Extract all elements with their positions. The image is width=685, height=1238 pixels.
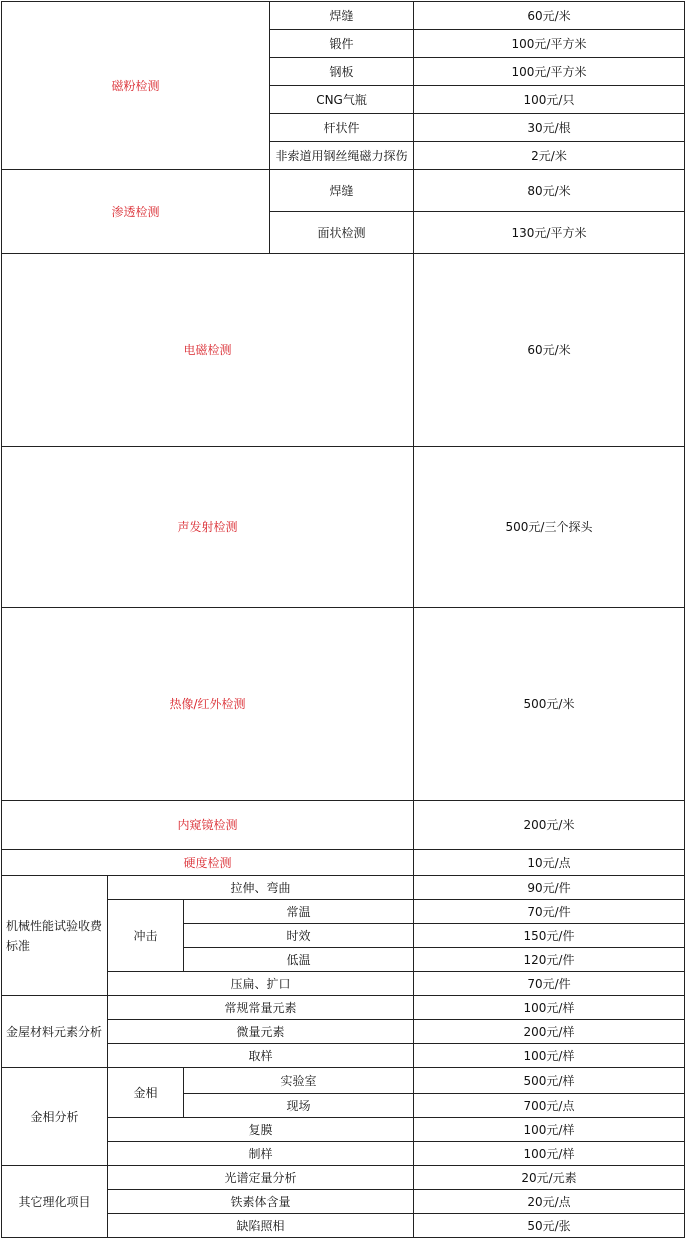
element-item: 常规常量元素 [108, 996, 414, 1020]
eddy-label: 电磁检测 [2, 254, 414, 447]
magnetic-item: 非索道用钢丝绳磁力探伤 [270, 142, 414, 170]
impact-item: 时效 [184, 924, 414, 948]
endoscope-label: 内窥镜检测 [2, 801, 414, 850]
metallographic-price: 100元/样 [414, 1118, 685, 1142]
impact-price: 120元/件 [414, 948, 685, 972]
other-item: 缺陷照相 [108, 1214, 414, 1238]
metallographic-item: 实验室 [184, 1068, 414, 1094]
element-item: 取样 [108, 1044, 414, 1068]
impact-price: 150元/件 [414, 924, 685, 948]
mechanical-price: 70元/件 [414, 972, 685, 996]
impact-item: 低温 [184, 948, 414, 972]
metallographic-item: 现场 [184, 1094, 414, 1118]
price-table [1, 1, 685, 1238]
magnetic-price: 100元/平方米 [414, 58, 685, 86]
penetrant-price: 80元/米 [414, 170, 685, 212]
other-item: 铁素体含量 [108, 1190, 414, 1214]
impact-label: 冲击 [108, 900, 184, 972]
mechanical-item: 压扁、扩口 [108, 972, 414, 996]
hardness-price: 10元/点 [414, 850, 685, 876]
thermal-label: 热像/红外检测 [2, 608, 414, 801]
element-item: 微量元素 [108, 1020, 414, 1044]
magnetic-price: 100元/只 [414, 86, 685, 114]
metallographic-item: 制样 [108, 1142, 414, 1166]
magnetic-price: 30元/根 [414, 114, 685, 142]
mechanical-label: 机械性能试验收费标准 [2, 876, 108, 996]
impact-item: 常温 [184, 900, 414, 924]
penetrant-item: 焊缝 [270, 170, 414, 212]
metallographic-item: 复膜 [108, 1118, 414, 1142]
magnetic-price: 100元/平方米 [414, 30, 685, 58]
metallographic-price: 700元/点 [414, 1094, 685, 1118]
other-price: 50元/张 [414, 1214, 685, 1238]
other-price: 20元/点 [414, 1190, 685, 1214]
mechanical-item: 拉伸、弯曲 [108, 876, 414, 900]
magnetic-item: 钢板 [270, 58, 414, 86]
metallographic-label: 金相分析 [2, 1068, 108, 1166]
impact-price: 70元/件 [414, 900, 685, 924]
metallographic-price: 100元/样 [414, 1142, 685, 1166]
penetrant-label: 渗透检测 [2, 170, 270, 254]
magnetic-item: 焊缝 [270, 2, 414, 30]
hardness-label: 硬度检测 [2, 850, 414, 876]
element-price: 200元/样 [414, 1020, 685, 1044]
magnetic-item: 锻件 [270, 30, 414, 58]
element-label: 金屋材料元素分析 [2, 996, 108, 1068]
endoscope-price: 200元/米 [414, 801, 685, 850]
acoustic-label: 声发射检测 [2, 447, 414, 608]
magnetic-label: 磁粉检测 [2, 2, 270, 170]
other-item: 光谱定量分析 [108, 1166, 414, 1190]
eddy-price: 60元/米 [414, 254, 685, 447]
magnetic-item: 杆状件 [270, 114, 414, 142]
mechanical-price: 90元/件 [414, 876, 685, 900]
magnetic-price: 60元/米 [414, 2, 685, 30]
magnetic-price: 2元/米 [414, 142, 685, 170]
magnetic-item: CNG气瓶 [270, 86, 414, 114]
other-price: 20元/元素 [414, 1166, 685, 1190]
thermal-price: 500元/米 [414, 608, 685, 801]
other-label: 其它理化项目 [2, 1166, 108, 1238]
metallographic-price: 500元/样 [414, 1068, 685, 1094]
metallographic-sub-label: 金相 [108, 1068, 184, 1118]
element-price: 100元/样 [414, 996, 685, 1020]
acoustic-price: 500元/三个探头 [414, 447, 685, 608]
penetrant-price: 130元/平方米 [414, 212, 685, 254]
penetrant-item: 面状检测 [270, 212, 414, 254]
element-price: 100元/样 [414, 1044, 685, 1068]
